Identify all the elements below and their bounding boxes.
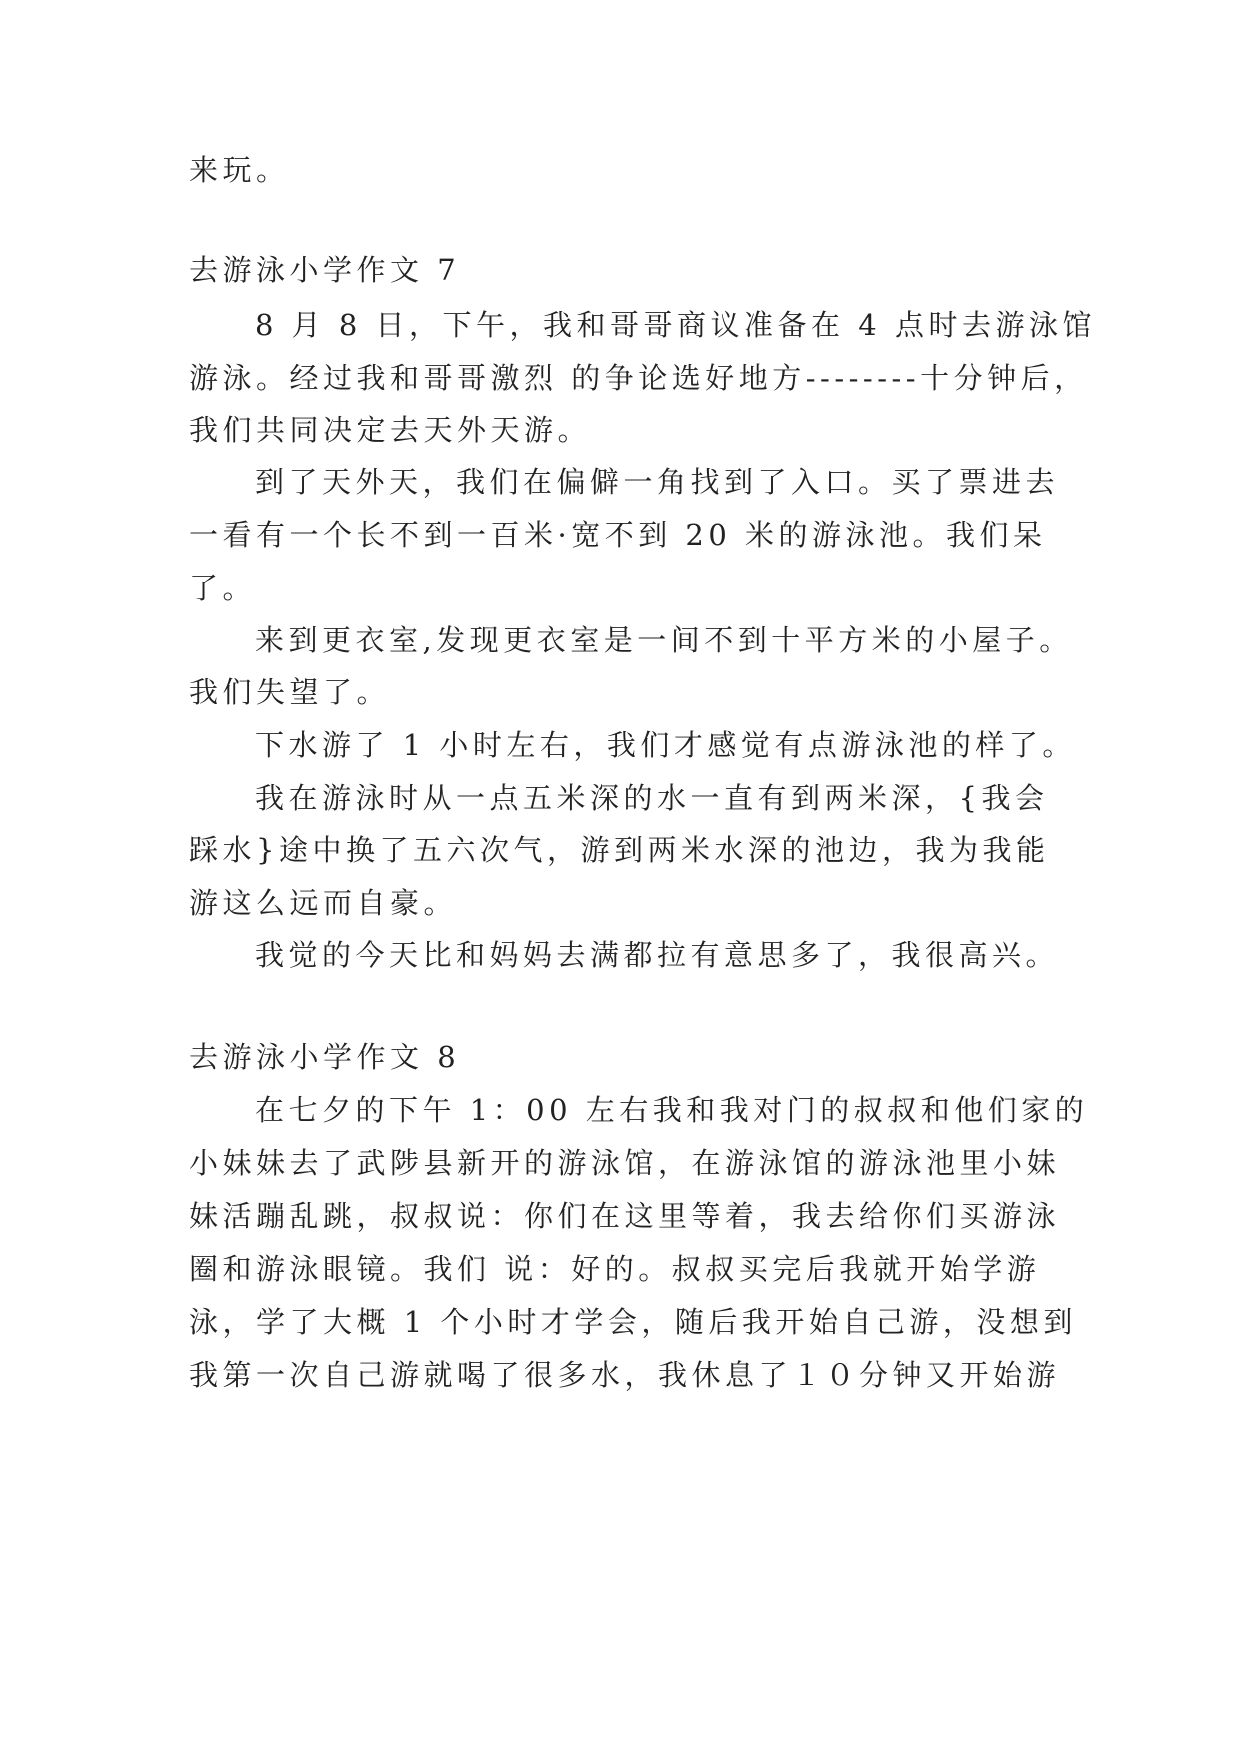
paragraph-line: 我们共同决定去天外天游。: [189, 413, 592, 447]
paragraph-line: 我在游泳时从一点五米深的水一直有到两米深，{我会: [255, 781, 1049, 815]
paragraph-line: 来玩。: [189, 153, 290, 187]
paragraph-line: 了。: [189, 571, 257, 605]
paragraph-line: 到了天外天，我们在偏僻一角找到了入口。买了票进去: [255, 465, 1060, 499]
paragraph-line: 在七夕的下午 1：00 左右我和我对门的叔叔和他们家的: [255, 1093, 1089, 1127]
section-title: 去游泳小学作文 8: [189, 1040, 461, 1074]
paragraph-line: 一看有一个长不到一百米·宽不到 20 米的游泳池。我们呆: [189, 518, 1047, 552]
paragraph-line: 踩水}途中换了五六次气，游到两米水深的池边，我为我能: [189, 833, 1050, 867]
paragraph-line: 小妹妹去了武陟县新开的游泳馆，在游泳馆的游泳池里小妹: [189, 1146, 1061, 1180]
paragraph-line: 我觉的今天比和妈妈去满都拉有意思多了，我很高兴。: [255, 938, 1060, 972]
paragraph-line: 我们失望了。: [189, 675, 391, 709]
paragraph-line: 8 月 8 日，下午，我和哥哥商议准备在 4 点时去游泳馆: [255, 308, 1096, 342]
paragraph-line: 下水游了 1 小时左右，我们才感觉有点游泳池的样了。: [255, 728, 1076, 762]
paragraph-line: 游这么远而自豪。: [189, 886, 458, 920]
paragraph-line: 泳，学了大概 1 个小时才学会，随后我开始自己游，没想到: [189, 1305, 1077, 1339]
paragraph-line: 圈和游泳眼镜。我们 说：好的。叔叔买完后我就开始学游: [189, 1252, 1041, 1286]
paragraph-line: 来到更衣室,发现更衣室是一间不到十平方米的小屋子。: [255, 623, 1073, 657]
paragraph-line: 妹活蹦乱跳，叔叔说：你们在这里等着，我去给你们买游泳: [189, 1199, 1061, 1233]
paragraph-line: 我第一次自己游就喝了很多水，我休息了１０分钟又开始游: [189, 1358, 1061, 1392]
paragraph-line: 游泳。经过我和哥哥激烈 的争论选好地方--------十分钟后，: [189, 361, 1088, 395]
section-title: 去游泳小学作文 7: [189, 253, 461, 287]
